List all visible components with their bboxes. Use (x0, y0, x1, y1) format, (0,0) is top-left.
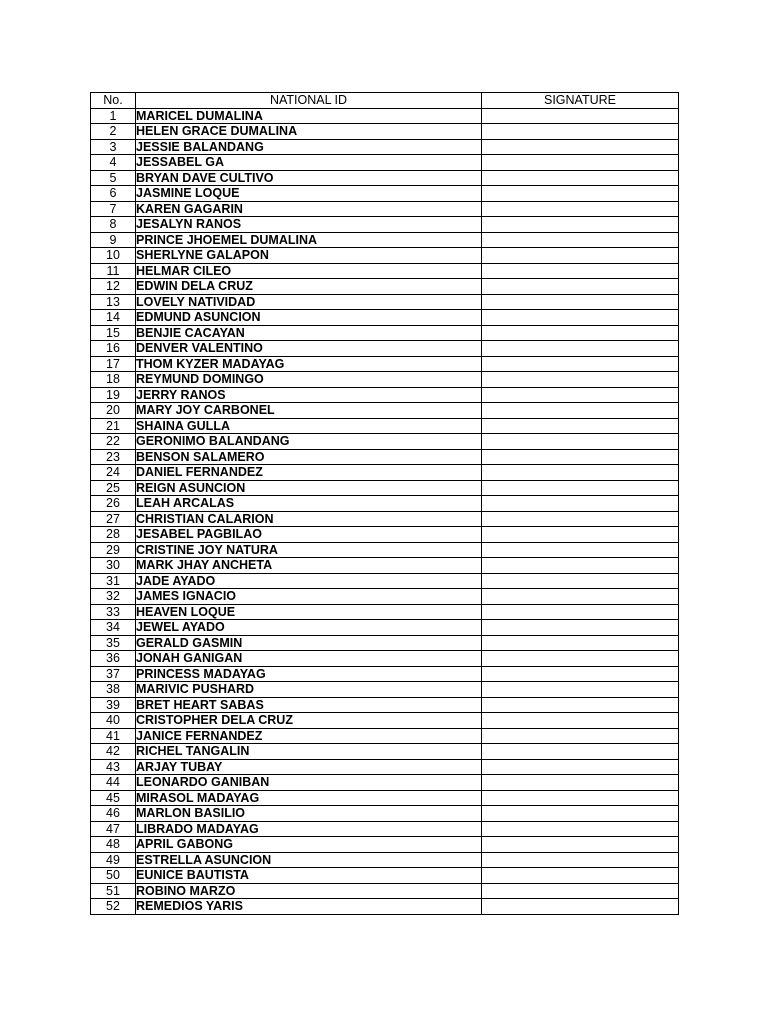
table-row (91, 806, 679, 822)
row-number: 23 (91, 449, 136, 465)
row-name: THOM KYZER MADAYAG (136, 356, 482, 372)
table-row (91, 883, 679, 899)
table-row (91, 620, 679, 636)
row-number: 6 (91, 186, 136, 202)
signature-cell[interactable] (482, 868, 679, 884)
row-name: MARLON BASILIO (136, 806, 482, 822)
row-number: 20 (91, 403, 136, 419)
signature-cell[interactable] (482, 356, 679, 372)
document-page (90, 92, 678, 915)
row-number: 25 (91, 480, 136, 496)
row-number: 8 (91, 217, 136, 233)
row-name: LEAH ARCALAS (136, 496, 482, 512)
table-row (91, 294, 679, 310)
signature-cell[interactable] (482, 232, 679, 248)
signature-cell[interactable] (482, 449, 679, 465)
header-national-id: NATIONAL ID (136, 93, 482, 109)
row-name: LIBRADO MADAYAG (136, 821, 482, 837)
signature-cell[interactable] (482, 480, 679, 496)
row-name: JANICE FERNANDEZ (136, 728, 482, 744)
row-number: 24 (91, 465, 136, 481)
table-row (91, 589, 679, 605)
signature-cell[interactable] (482, 496, 679, 512)
row-name: JADE AYADO (136, 573, 482, 589)
row-name: EUNICE BAUTISTA (136, 868, 482, 884)
row-number: 35 (91, 635, 136, 651)
row-name: HEAVEN LOQUE (136, 604, 482, 620)
row-name: CRISTINE JOY NATURA (136, 542, 482, 558)
table-row (91, 170, 679, 186)
row-number: 13 (91, 294, 136, 310)
signature-cell[interactable] (482, 139, 679, 155)
signature-cell[interactable] (482, 744, 679, 760)
table-row (91, 434, 679, 450)
signature-cell[interactable] (482, 682, 679, 698)
row-name: JERRY RANOS (136, 387, 482, 403)
table-row (91, 403, 679, 419)
table-row (91, 666, 679, 682)
row-name: LOVELY NATIVIDAD (136, 294, 482, 310)
signature-cell[interactable] (482, 108, 679, 124)
header-no: No. (91, 93, 136, 109)
table-row (91, 573, 679, 589)
row-name: ROBINO MARZO (136, 883, 482, 899)
row-number: 17 (91, 356, 136, 372)
row-name: MIRASOL MADAYAG (136, 790, 482, 806)
signature-cell[interactable] (482, 666, 679, 682)
row-number: 29 (91, 542, 136, 558)
row-number: 16 (91, 341, 136, 357)
row-name: JESABEL PAGBILAO (136, 527, 482, 543)
row-name: BENJIE CACAYAN (136, 325, 482, 341)
signature-cell[interactable] (482, 713, 679, 729)
row-number: 1 (91, 108, 136, 124)
row-name: BENSON SALAMERO (136, 449, 482, 465)
row-name: GERALD GASMIN (136, 635, 482, 651)
signature-cell[interactable] (482, 542, 679, 558)
signature-cell[interactable] (482, 651, 679, 667)
row-number: 21 (91, 418, 136, 434)
row-number: 11 (91, 263, 136, 279)
table-row (91, 279, 679, 295)
row-number: 47 (91, 821, 136, 837)
header-row (91, 93, 679, 109)
table-row (91, 852, 679, 868)
row-number: 50 (91, 868, 136, 884)
row-number: 27 (91, 511, 136, 527)
row-name: APRIL GABONG (136, 837, 482, 853)
row-number: 46 (91, 806, 136, 822)
row-number: 19 (91, 387, 136, 403)
table-row (91, 744, 679, 760)
row-number: 43 (91, 759, 136, 775)
row-number: 4 (91, 155, 136, 171)
signature-cell[interactable] (482, 248, 679, 264)
signature-cell[interactable] (482, 325, 679, 341)
table-row (91, 728, 679, 744)
row-name: KAREN GAGARIN (136, 201, 482, 217)
row-name: EDWIN DELA CRUZ (136, 279, 482, 295)
row-number: 15 (91, 325, 136, 341)
signature-cell[interactable] (482, 279, 679, 295)
row-name: JASMINE LOQUE (136, 186, 482, 202)
row-name: JESSIE BALANDANG (136, 139, 482, 155)
table-row (91, 651, 679, 667)
table-row (91, 155, 679, 171)
signature-cell[interactable] (482, 821, 679, 837)
signature-cell[interactable] (482, 635, 679, 651)
row-name: JONAH GANIGAN (136, 651, 482, 667)
table-row (91, 821, 679, 837)
row-number: 5 (91, 170, 136, 186)
row-number: 44 (91, 775, 136, 791)
signature-cell[interactable] (482, 434, 679, 450)
row-number: 38 (91, 682, 136, 698)
row-number: 37 (91, 666, 136, 682)
row-name: DENVER VALENTINO (136, 341, 482, 357)
row-number: 9 (91, 232, 136, 248)
table-row (91, 263, 679, 279)
row-name: JEWEL AYADO (136, 620, 482, 636)
table-row (91, 480, 679, 496)
row-name: JESSABEL GA (136, 155, 482, 171)
signature-cell[interactable] (482, 899, 679, 915)
row-name: REYMUND DOMINGO (136, 372, 482, 388)
table-row (91, 496, 679, 512)
row-name: BRYAN DAVE CULTIVO (136, 170, 482, 186)
row-name: CHRISTIAN CALARION (136, 511, 482, 527)
signature-cell[interactable] (482, 403, 679, 419)
row-number: 30 (91, 558, 136, 574)
row-name: JAMES IGNACIO (136, 589, 482, 605)
row-name: MARK JHAY ANCHETA (136, 558, 482, 574)
row-number: 48 (91, 837, 136, 853)
table-row (91, 527, 679, 543)
table-row (91, 372, 679, 388)
signature-roster-table (90, 92, 679, 915)
table-row (91, 635, 679, 651)
table-row (91, 201, 679, 217)
table-body (91, 108, 679, 914)
signature-cell[interactable] (482, 837, 679, 853)
signature-cell[interactable] (482, 201, 679, 217)
row-number: 52 (91, 899, 136, 915)
row-name: EDMUND ASUNCION (136, 310, 482, 326)
signature-cell[interactable] (482, 155, 679, 171)
row-name: HELMAR CILEO (136, 263, 482, 279)
signature-cell[interactable] (482, 573, 679, 589)
table-row (91, 248, 679, 264)
row-number: 40 (91, 713, 136, 729)
table-row (91, 449, 679, 465)
signature-cell[interactable] (482, 341, 679, 357)
row-name: REIGN ASUNCION (136, 480, 482, 496)
row-number: 49 (91, 852, 136, 868)
row-name: REMEDIOS YARIS (136, 899, 482, 915)
table-row (91, 899, 679, 915)
signature-cell[interactable] (482, 310, 679, 326)
signature-cell[interactable] (482, 263, 679, 279)
row-number: 45 (91, 790, 136, 806)
row-name: SHERLYNE GALAPON (136, 248, 482, 264)
table-row (91, 604, 679, 620)
table-row (91, 759, 679, 775)
signature-cell[interactable] (482, 387, 679, 403)
signature-cell[interactable] (482, 186, 679, 202)
signature-cell[interactable] (482, 589, 679, 605)
row-name: MARY JOY CARBONEL (136, 403, 482, 419)
row-name: CRISTOPHER DELA CRUZ (136, 713, 482, 729)
row-name: LEONARDO GANIBAN (136, 775, 482, 791)
signature-cell[interactable] (482, 511, 679, 527)
signature-cell[interactable] (482, 775, 679, 791)
row-name: PRINCESS MADAYAG (136, 666, 482, 682)
row-name: JESALYN RANOS (136, 217, 482, 233)
signature-cell[interactable] (482, 372, 679, 388)
row-number: 22 (91, 434, 136, 450)
signature-cell[interactable] (482, 728, 679, 744)
table-header (91, 93, 679, 109)
row-number: 39 (91, 697, 136, 713)
row-number: 41 (91, 728, 136, 744)
signature-cell[interactable] (482, 883, 679, 899)
table-row (91, 310, 679, 326)
signature-cell[interactable] (482, 294, 679, 310)
signature-cell[interactable] (482, 217, 679, 233)
row-number: 14 (91, 310, 136, 326)
table-row (91, 341, 679, 357)
table-row (91, 124, 679, 140)
table-row (91, 186, 679, 202)
table-row (91, 511, 679, 527)
row-name: DANIEL FERNANDEZ (136, 465, 482, 481)
row-number: 2 (91, 124, 136, 140)
row-number: 3 (91, 139, 136, 155)
row-number: 34 (91, 620, 136, 636)
row-number: 51 (91, 883, 136, 899)
table-row (91, 837, 679, 853)
signature-cell[interactable] (482, 465, 679, 481)
table-row (91, 868, 679, 884)
row-name: BRET HEART SABAS (136, 697, 482, 713)
table-row (91, 697, 679, 713)
table-row (91, 682, 679, 698)
signature-cell[interactable] (482, 852, 679, 868)
table-row (91, 558, 679, 574)
signature-cell[interactable] (482, 124, 679, 140)
row-name: MARIVIC PUSHARD (136, 682, 482, 698)
table-row (91, 387, 679, 403)
table-row (91, 356, 679, 372)
row-number: 32 (91, 589, 136, 605)
signature-cell[interactable] (482, 620, 679, 636)
table-row (91, 232, 679, 248)
table-row (91, 108, 679, 124)
signature-cell[interactable] (482, 558, 679, 574)
table-row (91, 139, 679, 155)
table-row (91, 790, 679, 806)
signature-cell[interactable] (482, 527, 679, 543)
row-number: 31 (91, 573, 136, 589)
row-number: 10 (91, 248, 136, 264)
row-number: 33 (91, 604, 136, 620)
table-row (91, 542, 679, 558)
row-name: MARICEL DUMALINA (136, 108, 482, 124)
table-row (91, 713, 679, 729)
signature-cell[interactable] (482, 604, 679, 620)
table-row (91, 775, 679, 791)
signature-cell[interactable] (482, 418, 679, 434)
signature-cell[interactable] (482, 790, 679, 806)
table-row (91, 217, 679, 233)
table-row (91, 325, 679, 341)
row-number: 42 (91, 744, 136, 760)
row-number: 12 (91, 279, 136, 295)
table-row (91, 418, 679, 434)
row-name: RICHEL TANGALIN (136, 744, 482, 760)
row-number: 36 (91, 651, 136, 667)
row-name: GERONIMO BALANDANG (136, 434, 482, 450)
row-number: 18 (91, 372, 136, 388)
row-number: 26 (91, 496, 136, 512)
row-number: 7 (91, 201, 136, 217)
row-name: HELEN GRACE DUMALINA (136, 124, 482, 140)
row-name: SHAINA GULLA (136, 418, 482, 434)
table-row (91, 465, 679, 481)
row-name: ARJAY TUBAY (136, 759, 482, 775)
signature-cell[interactable] (482, 170, 679, 186)
signature-cell[interactable] (482, 806, 679, 822)
row-name: PRINCE JHOEMEL DUMALINA (136, 232, 482, 248)
header-signature: SIGNATURE (482, 93, 679, 109)
row-name: ESTRELLA ASUNCION (136, 852, 482, 868)
signature-cell[interactable] (482, 759, 679, 775)
row-number: 28 (91, 527, 136, 543)
signature-cell[interactable] (482, 697, 679, 713)
